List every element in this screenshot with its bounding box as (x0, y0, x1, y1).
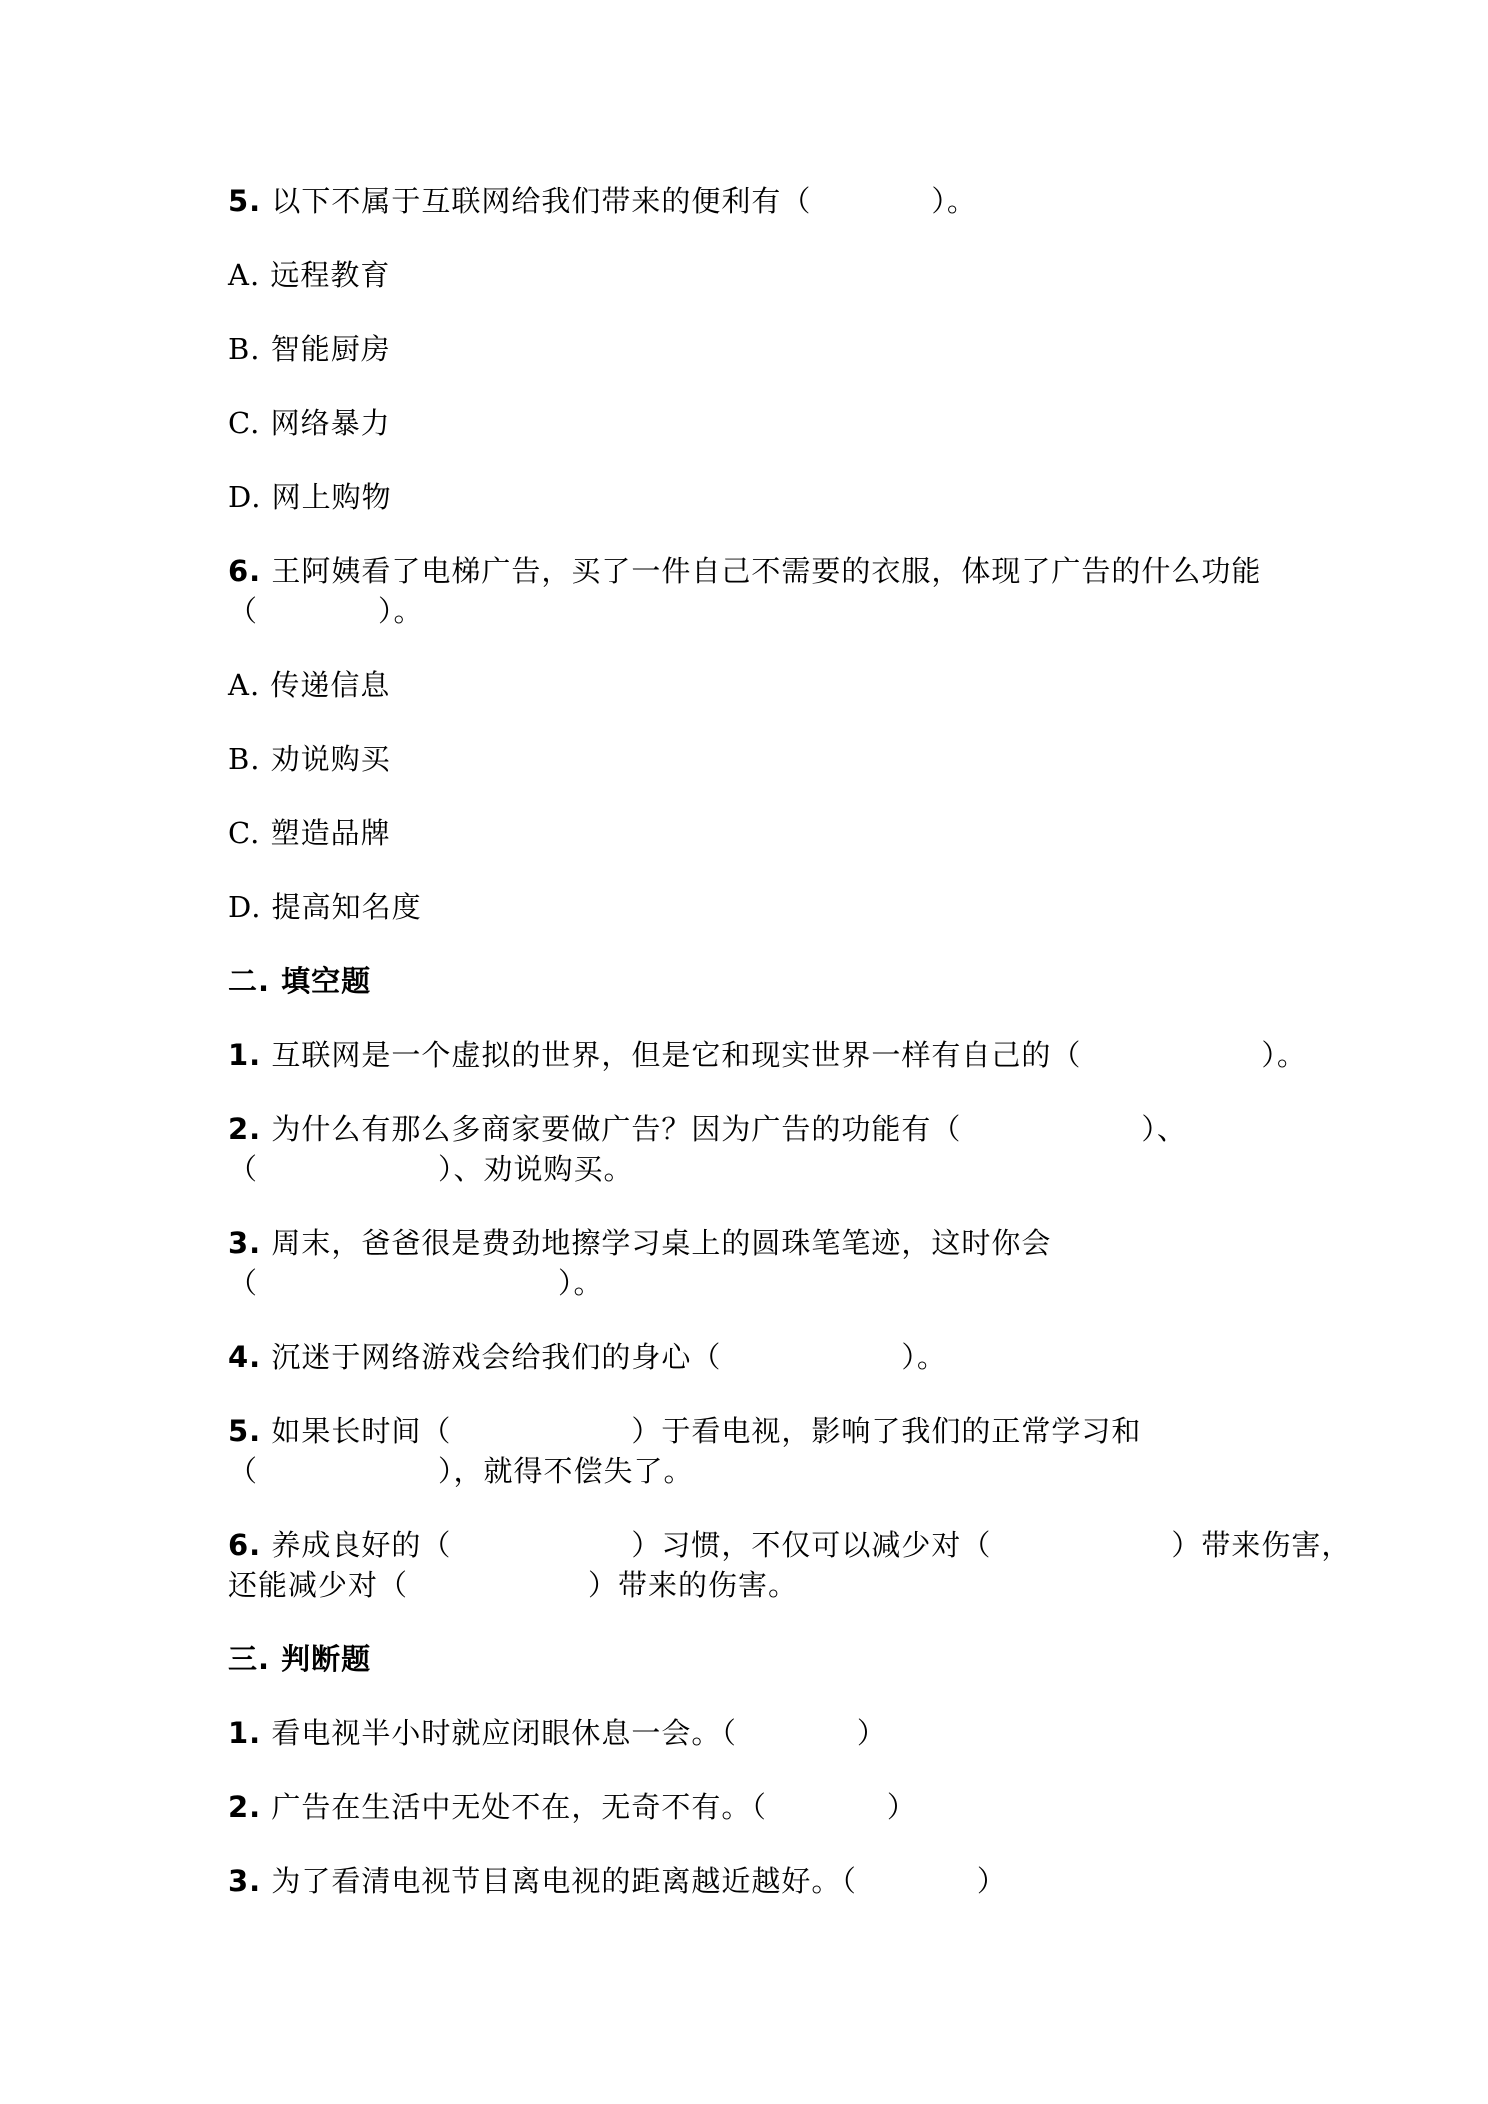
question-text: 王阿姨看了电梯广告，买了一件自己不需要的衣服，体现了广告的什么功能 (261, 554, 1262, 588)
question-number: 2. (228, 1790, 262, 1824)
section-heading-true-false: 三. 判断题 (228, 1642, 372, 1676)
fill-question-6-cont: 还能减少对（ ）带来的伤害。 (228, 1568, 799, 1602)
question-number: 3. (228, 1226, 262, 1260)
question-text: 如果长时间（ ）于看电视，影响了我们的正常学习和 (261, 1414, 1142, 1448)
question-number: 1. (228, 1038, 262, 1072)
section-heading-fill-blank: 二. 填空题 (228, 964, 372, 998)
mc-q6-option-c: C. 塑造品牌 (228, 816, 391, 850)
question-number: 3. (228, 1864, 262, 1898)
question-number: 4. (228, 1340, 262, 1374)
question-text: 周末，爸爸很是费劲地擦学习桌上的圆珠笔笔迹，这时你会 (261, 1226, 1052, 1260)
question-text: 养成良好的（ ）习惯，不仅可以减少对（ ）带来伤害， (261, 1528, 1352, 1562)
mc-q5-option-b: B. 智能厨房 (228, 332, 391, 366)
fill-question-5-cont: （ ），就得不偿失了。 (228, 1454, 694, 1488)
fill-question-4 (228, 1337, 947, 1377)
mc-q6-option-b: B. 劝说购买 (228, 742, 391, 776)
fill-question-3 (228, 1223, 1051, 1263)
question-text: 广告在生活中无处不在，无奇不有。（ ） (261, 1790, 917, 1824)
mc-question-5 (228, 181, 977, 221)
question-number: 6. (228, 554, 262, 588)
tf-question-3 (228, 1861, 1007, 1901)
fill-question-2 (228, 1109, 1187, 1149)
mc-q5-option-d: D. 网上购物 (228, 480, 392, 514)
question-number: 5. (228, 184, 262, 218)
fill-question-3-cont: （ ）。 (228, 1266, 604, 1300)
question-number: 6. (228, 1528, 262, 1562)
tf-question-1 (228, 1713, 887, 1753)
tf-question-2 (228, 1787, 917, 1827)
fill-question-6 (228, 1525, 1351, 1565)
fill-question-2-cont: （ ）、劝说购买。 (228, 1152, 634, 1186)
mc-question-6 (228, 551, 1261, 591)
question-number: 2. (228, 1112, 262, 1146)
mc-q6-option-d: D. 提高知名度 (228, 890, 422, 924)
question-text: 为什么有那么多商家要做广告？因为广告的功能有（ ）、 (261, 1112, 1187, 1146)
mc-question-6-cont: （ ）。 (228, 594, 424, 628)
mc-q5-option-a: A. 远程教育 (228, 258, 391, 292)
question-text: 以下不属于互联网给我们带来的便利有（ ）。 (261, 184, 977, 218)
mc-q5-option-c: C. 网络暴力 (228, 406, 391, 440)
question-text: 为了看清电视节目离电视的距离越近越好。（ ） (261, 1864, 1007, 1898)
mc-q6-option-a: A. 传递信息 (228, 668, 391, 702)
fill-question-5 (228, 1411, 1141, 1451)
question-text: 看电视半小时就应闭眼休息一会。（ ） (261, 1716, 887, 1750)
question-number: 1. (228, 1716, 262, 1750)
question-text: 沉迷于网络游戏会给我们的身心（ ）。 (261, 1340, 947, 1374)
question-text: 互联网是一个虚拟的世界，但是它和现实世界一样有自己的（ ）。 (261, 1038, 1307, 1072)
fill-question-1 (228, 1035, 1307, 1075)
question-number: 5. (228, 1414, 262, 1448)
